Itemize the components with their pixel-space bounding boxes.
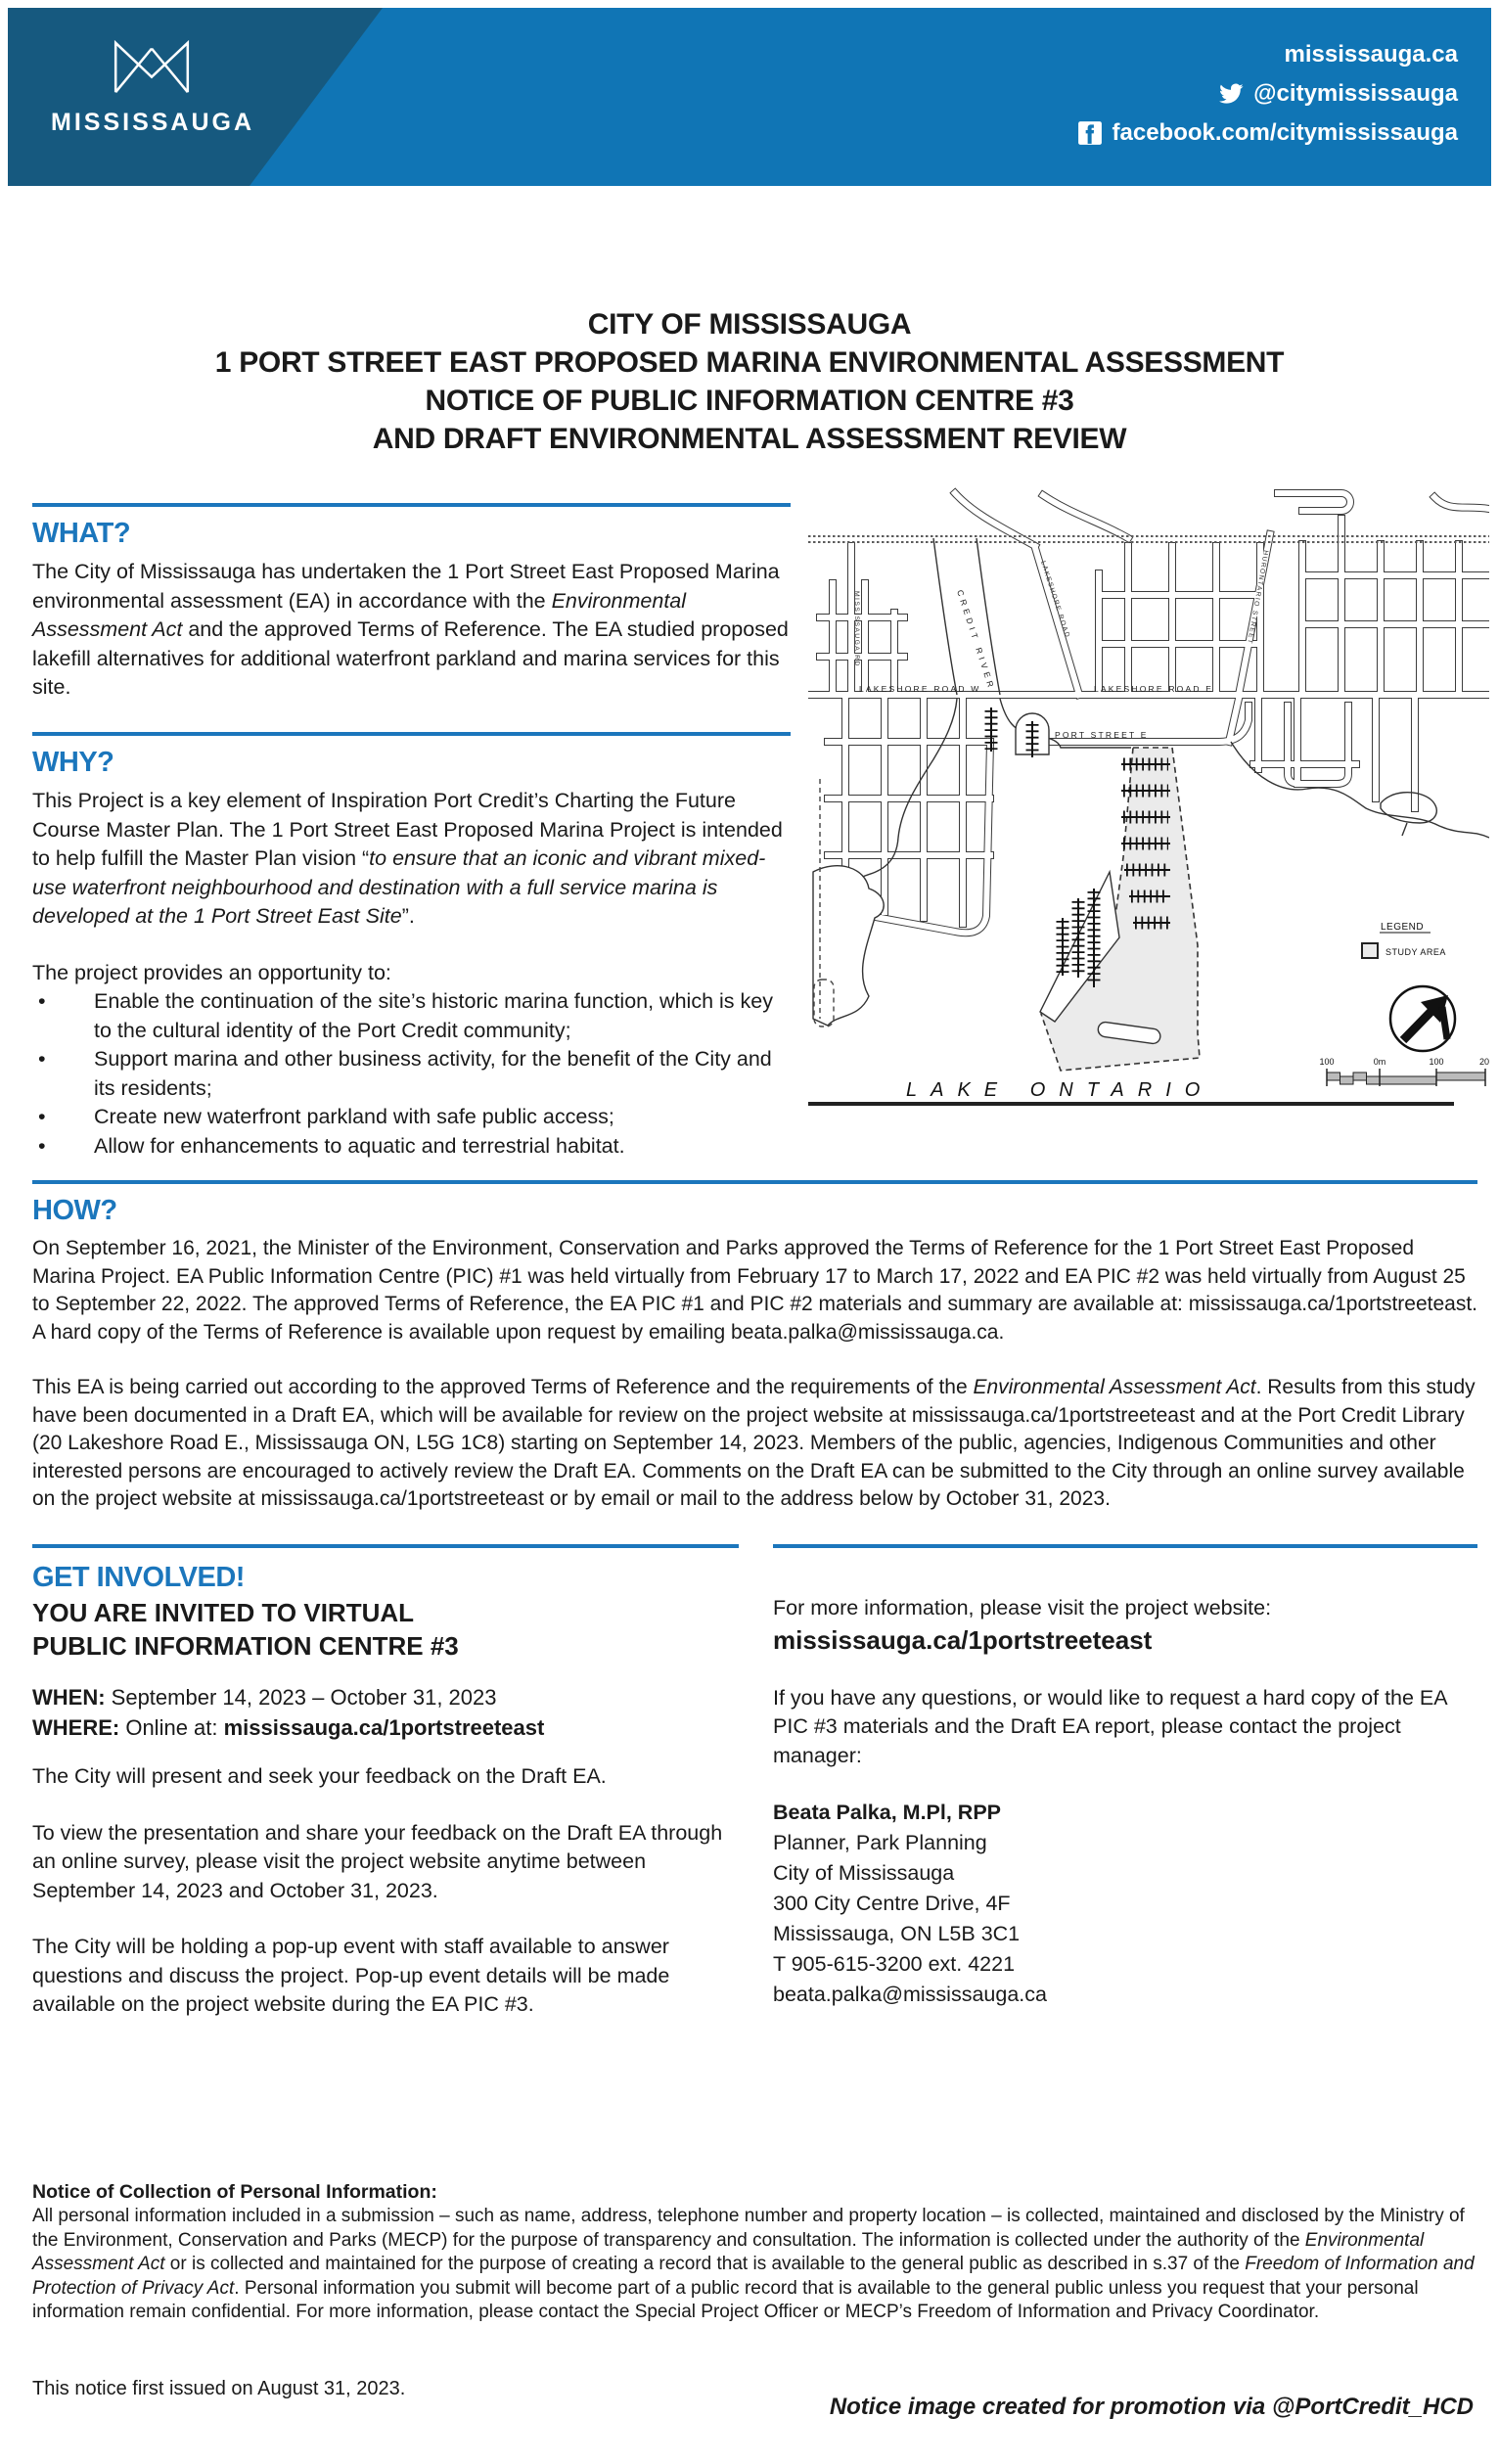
section-get-involved (32, 1561, 739, 2020)
opportunity-list (32, 987, 794, 1161)
info-rule (773, 1544, 1477, 1548)
section-more-info (773, 1594, 1479, 2010)
get-involved-paragraph-1: The City will present and seek your feedback on the Draft EA. (32, 1764, 607, 1788)
why-heading: WHY? (32, 747, 114, 778)
notice-title (0, 305, 1499, 458)
north-arrow-icon (1390, 986, 1455, 1051)
get-involved-rule (32, 1544, 739, 1548)
title-line-3: NOTICE OF PUBLIC INFORMATION CENTRE #3 (425, 385, 1074, 417)
bullet-text: Enable the continuation of the site’s historic marina function, which is key to the cultural identity of the Port Credit community; (94, 989, 773, 1042)
list-item (32, 1045, 794, 1103)
why-intro: The project provides an opportunity to: (32, 960, 391, 984)
logo-wordmark: MISSISSAUGA (51, 109, 255, 136)
map-label: LAKESHORE ROAD E (1094, 684, 1214, 694)
get-involved-paragraph-3: The City will be holding a pop-up event with staff available to answer questions and discuss the project. Pop-up event details will be made available on the project website during the EA PIC #3. (32, 1935, 670, 2016)
what-body: The City of Mississauga has undertaken the 1 Port Street East Proposed Marina environmental assessment (EA) in accordance with the Environmental Assessment Act and the approved Terms of Reference. The EA studied proposed lakefill alternatives for additional waterfront parkland and marina services for this site. (32, 560, 789, 699)
what-heading: WHAT? (32, 518, 131, 549)
list-item (32, 1103, 794, 1132)
contact-title: Planner, Park Planning (773, 1831, 987, 1854)
project-website-link[interactable]: mississauga.ca/1portstreeteast (773, 1624, 1153, 1655)
why-paragraph: This Project is a key element of Inspiration Port Credit’s Charting the Future Course Master Plan. The 1 Port Street East Proposed Marina Project is intended to help fulfill the Master Plan vision “to ensure that an iconic and vibrant mixed-use waterfront neighbourhood and destination with a full service marina is developed at the 1 Port Street East Site”. (32, 789, 783, 928)
issued-date: This notice first issued on August 31, 2023. (32, 2378, 406, 2399)
bullet-text: Support marina and other business activity, for the benefit of the City and its residents; (94, 1047, 772, 1100)
scale-bar (1319, 1057, 1489, 1086)
map-bottom-border (808, 1102, 1454, 1106)
scale-label: 100 (1319, 1057, 1335, 1067)
info-paragraph-1: For more information, please visit the project website: (773, 1596, 1272, 1620)
contact-block (773, 1798, 1479, 2010)
scale-label: 20 (1478, 1057, 1489, 1067)
contact-address-2: Mississauga, ON L5B 3C1 (773, 1922, 1021, 1945)
invite-line-1: YOU ARE INVITED TO VIRTUAL (32, 1598, 415, 1627)
header-links (1077, 35, 1458, 153)
map-label: CREDIT RIVER (955, 588, 997, 693)
get-involved-paragraph-2: To view the presentation and share your feedback on the Draft EA through an online survey, please visit the project website anytime between September 14, 2023 and October 31, 2023. (32, 1820, 723, 1902)
map-label: LAKESHORE ROAD W (859, 684, 981, 694)
when-line: WHEN: September 14, 2023 – October 31, 2023 (32, 1685, 497, 1710)
mississauga-m-icon (101, 37, 203, 98)
lake-ontario-label: LAKE ONTARIO (906, 1079, 1214, 1101)
header-website-link[interactable]: mississauga.ca (1284, 41, 1458, 68)
how-heading: HOW? (32, 1195, 117, 1226)
contact-address-1: 300 City Centre Drive, 4F (773, 1892, 1011, 1915)
header-twitter-link[interactable]: @citymississauga (1253, 80, 1458, 107)
map-label: HURONTARIO STREET (1246, 549, 1269, 646)
scale-label: 100 (1429, 1057, 1444, 1067)
contact-name: Beata Palka, M.Pl, RPP (773, 1801, 1002, 1824)
where-line: WHERE: Online at: mississauga.ca/1portstreeteast (32, 1715, 545, 1740)
how-rule (32, 1180, 1477, 1184)
map-label: PORT STREET E (1055, 730, 1149, 740)
info-paragraph-2: If you have any questions, or would like to request a hard copy of the EA PIC #3 materials and the Draft EA report, please contact the project manager: (773, 1685, 1447, 1767)
map-legend (1362, 922, 1446, 958)
twitter-icon (1218, 81, 1244, 107)
invite-line-2: PUBLIC INFORMATION CENTRE #3 (32, 1631, 459, 1661)
privacy-heading: Notice of Collection of Personal Information: (32, 2181, 437, 2203)
promo-credit: Notice image created for promotion via @PortCredit_HCD (829, 2394, 1474, 2420)
study-area-map (808, 485, 1489, 1116)
title-line-1: CITY OF MISSISSAUGA (587, 308, 912, 341)
bullet-text: Create new waterfront parkland with safe public access; (94, 1105, 614, 1128)
section-how (32, 1194, 1479, 1514)
study-area-polygon (1041, 748, 1200, 1071)
title-line-2: 1 PORT STREET EAST PROPOSED MARINA ENVIRONMENTAL ASSESSMENT (214, 346, 1285, 379)
legend-swatch (1362, 943, 1378, 958)
privacy-body: All personal information included in a submission – such as name, address, telephone number and property location – is collected, maintained and disclosed by the Ministry of the Environment, Conservation and Parks (MECP) for the purpose of transparency and consultation. The information is collected under the authority of the Environmental Assessment Act or is collected and maintained for the purpose of creating a record that is available to the general public as described in s.37 of the Freedom of Information and Protection of Privacy Act. Personal information you submit will become part of a public record that is available to the general public unless you request that your personal information remain confidential. For more information, please contact the Special Project Officer or MECP’s Freedom of Information and Privacy Coordinator. (32, 2206, 1475, 2322)
scale-label: 0m (1373, 1057, 1386, 1067)
facebook-icon (1077, 120, 1103, 146)
contact-email[interactable]: beata.palka@mississauga.ca (773, 1983, 1047, 2006)
map-drawing (808, 485, 1489, 1116)
header-facebook-link[interactable]: facebook.com/citymississauga (1112, 119, 1458, 146)
why-rule (32, 732, 791, 736)
what-rule (32, 503, 791, 507)
city-logo (51, 37, 255, 137)
section-why (32, 746, 794, 1161)
railway-line (808, 536, 1489, 542)
bullet-text: Allow for enhancements to aquatic and terrestrial habitat. (94, 1133, 625, 1158)
contact-org: City of Mississauga (773, 1861, 955, 1885)
section-privacy (32, 2180, 1479, 2325)
list-item (32, 987, 794, 1045)
map-label: MISSISSAUGA RD (853, 591, 860, 667)
section-what (32, 517, 794, 703)
header-banner (8, 8, 1491, 186)
list-item (32, 1132, 794, 1162)
get-involved-heading: GET INVOLVED! (32, 1562, 245, 1593)
contact-phone[interactable]: T 905-615-3200 ext. 4221 (773, 1952, 1016, 1976)
how-paragraph-1: On September 16, 2021, the Minister of the Environment, Conservation and Parks approved the Terms of Reference for the 1 Port Street East Proposed Marina Project. EA Public Information Centre (PIC) #1 was held virtually from February 17 to March 17, 2022 and EA PIC #2 was held virtually from August 25 to September 22, 2022. The approved Terms of Reference, the EA PIC #1 and PIC #2 materials and summary are available at: mississauga.ca/1portstreeteast. A hard copy of the Terms of Reference is available upon request by emailing beata.palka@mississauga.ca. (32, 1237, 1478, 1344)
map-label: LAKESHORE ROAD (1039, 560, 1071, 640)
legend-study-area-label: STUDY AREA (1385, 947, 1446, 957)
title-line-4: AND DRAFT ENVIRONMENTAL ASSESSMENT REVIEW (372, 423, 1127, 455)
legend-title: LEGEND (1381, 922, 1425, 933)
how-paragraph-2: This EA is being carried out according to the approved Terms of Reference and the requirements of the Environmental Assessment Act. Results from this study have been documented in a Draft EA, which will be available for review on the project website at mississauga.ca/1portstreeteast and at the Port Credit Library (20 Lakeshore Road E., Mississauga ON, L5G 1C8) starting on September 14, 2023. Members of the public, agencies, Indigenous Communities and other interested persons are encouraged to actively review the Draft EA. Comments on the Draft EA can be submitted to the City through an online survey available on the project website at mississauga.ca/1portstreeteast or by email or mail to the address below by October 31, 2023. (32, 1376, 1476, 1510)
